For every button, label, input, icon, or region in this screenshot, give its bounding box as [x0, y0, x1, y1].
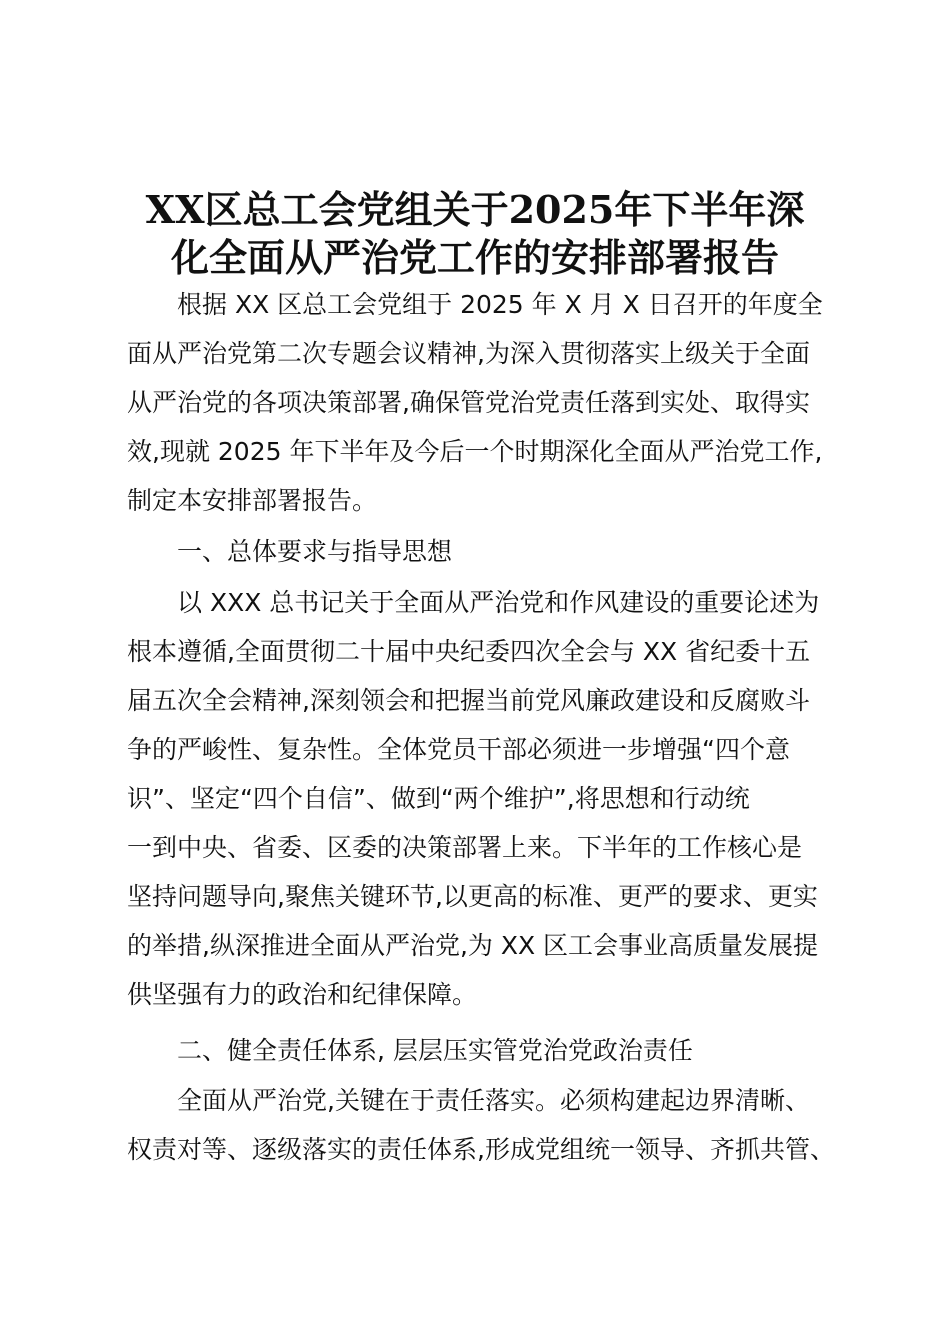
- body-text-line: 届五次全会精神,深刻领会和把握当前党风廉政建设和反腐败斗: [127, 686, 810, 715]
- body-text-line: 面从严治党第二次专题会议精神,为深入贯彻落实上级关于全面: [127, 339, 810, 368]
- body-text-line: 供坚强有力的政治和纪律保障。: [127, 980, 478, 1009]
- body-text-line: 一到中央、省委、区委的决策部署上来。下半年的工作核心是: [127, 833, 803, 862]
- body-text-line: 全面从严治党,关键在于责任落实。必须构建起边界清晰、: [177, 1086, 810, 1115]
- section-heading-2: 二、健全责任体系, 层层压实管党治党政治责任: [177, 1036, 693, 1065]
- body-text-line: 制定本安排部署报告。: [127, 486, 378, 515]
- body-text-line: 效,现就 2025 年下半年及今后一个时期深化全面从严治党工作,: [127, 437, 823, 466]
- body-text-line: 权责对等、逐级落实的责任体系,形成党组统一领导、齐抓共管、: [127, 1135, 835, 1164]
- body-text-line: 根据 XX 区总工会党组于 2025 年 X 月 X 日召开的年度全: [177, 290, 823, 319]
- body-text-line: 根本遵循,全面贯彻二十届中央纪委四次全会与 XX 省纪委十五: [127, 637, 811, 666]
- body-text-line: 的举措,纵深推进全面从严治党,为 XX 区工会事业高质量发展提: [127, 931, 819, 960]
- section-heading-1: 一、总体要求与指导思想: [177, 537, 453, 566]
- document-title-line-2: 化全面从严治党工作的安排部署报告: [170, 235, 779, 280]
- body-text-line: 坚持问题导向,聚焦关键环节,以更高的标准、更严的要求、更实: [127, 882, 818, 911]
- body-text-line: 从严治党的各项决策部署,确保管党治党责任落到实处、取得实: [127, 388, 810, 417]
- document-title-line-1: XX区总工会党组关于2025年下半年深: [145, 187, 805, 232]
- body-text-line: 以 XXX 总书记关于全面从严治党和作风建设的重要论述为: [177, 588, 820, 617]
- body-text-line: 争的严峻性、复杂性。全体党员干部必须进一步增强“四个意: [127, 735, 790, 764]
- body-text-line: 识”、坚定“四个自信”、做到“两个维护”,将思想和行动统: [127, 784, 750, 813]
